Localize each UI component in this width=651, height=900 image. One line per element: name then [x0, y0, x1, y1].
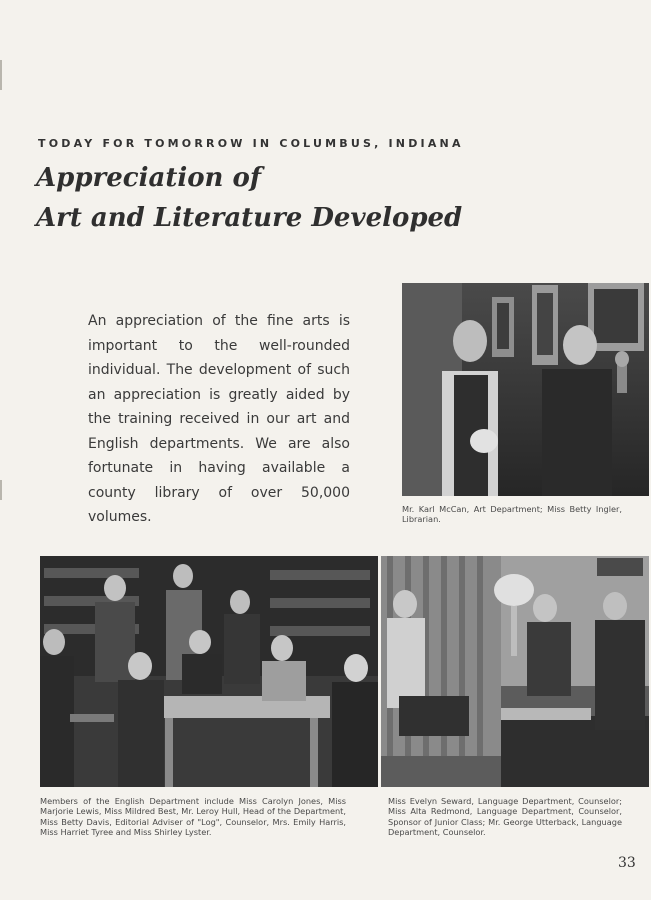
language-department-photo-image	[381, 556, 649, 787]
page-edge-mark	[0, 480, 2, 500]
english-department-caption: Members of the English Department include Miss Carolyn Jones, Miss Marjorie Lewis, Miss Mildred Best, Mr. Leroy Hull, Head of the Department, Miss Betty Davis, Editorial Adviser of "Log", Counselor, Mrs. Emily Harris, Miss Harriet Tyree and Miss Shirley Lyster.	[40, 796, 346, 838]
page-title-line-2: Art and Literature Developed	[36, 203, 463, 233]
intro-paragraph: An appreciation of the fine arts is important to the well-rounded individual. The development of such an appreciation is greatly aided by the training received in our art and English departments. We are also fortunate in having available a county library of over 50,000 volumes.	[88, 313, 350, 525]
language-department-caption: Miss Evelyn Seward, Language Department, Counselor; Miss Alta Redmond, Language Department, Counselor, Sponsor of Junior Class; Mr. George Utterback, Language Department, Counselor.	[388, 796, 622, 838]
art-department-photo-image	[402, 283, 649, 496]
page-title-line-1: Appreciation of	[36, 163, 262, 193]
english-department-photo	[40, 556, 378, 787]
art-department-caption: Mr. Karl McCan, Art Department; Miss Betty Ingler, Librarian.	[402, 504, 622, 525]
language-department-photo	[381, 556, 649, 787]
page-edge-mark	[0, 60, 2, 90]
section-kicker: TODAY FOR TOMORROW IN COLUMBUS, INDIANA	[38, 137, 464, 150]
art-department-photo	[402, 283, 649, 496]
page-number: 33	[618, 855, 636, 871]
english-department-photo-image	[40, 556, 378, 787]
